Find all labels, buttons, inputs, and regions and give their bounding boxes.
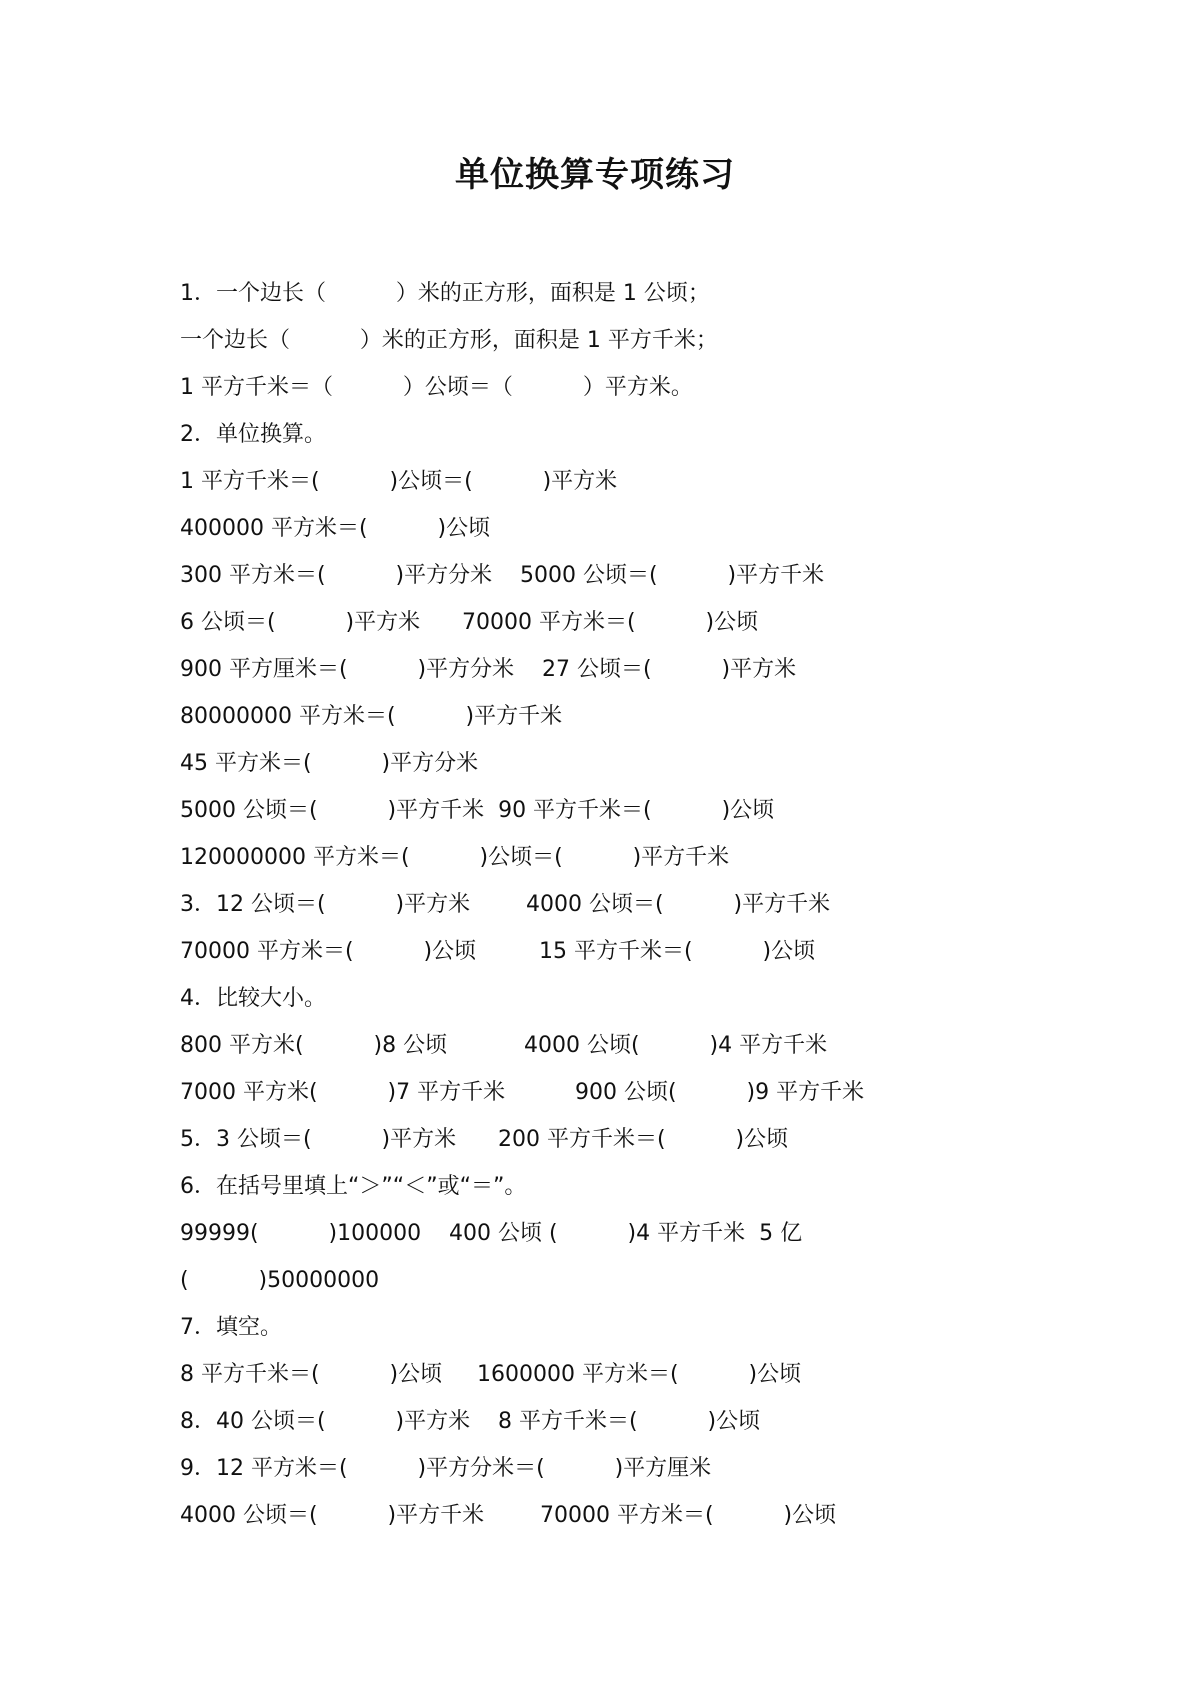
- exercise-line: 6 公顷＝( )平方米 70000 平方米＝( )公顷: [180, 610, 759, 635]
- exercise-line: 400000 平方米＝( )公顷: [180, 516, 491, 541]
- exercise-line: 5000 公顷＝( )平方千米 90 平方千米＝( )公顷: [180, 798, 775, 823]
- exercise-line: 3．12 公顷＝( )平方米 4000 公顷＝( )平方千米: [180, 892, 831, 917]
- exercise-line: 4．比较大小。: [180, 986, 326, 1011]
- exercise-line: 300 平方米＝( )平方分米 5000 公顷＝( )平方千米: [180, 563, 825, 588]
- exercise-list: [180, 270, 1080, 1539]
- exercise-line: 800 平方米( )8 公顷 4000 公顷( )4 平方千米: [180, 1033, 828, 1058]
- exercise-line: 70000 平方米＝( )公顷 15 平方千米＝( )公顷: [180, 939, 816, 964]
- exercise-line: 4000 公顷＝( )平方千米 70000 平方米＝( )公顷: [180, 1503, 837, 1528]
- exercise-line: 6．在括号里填上“＞”“＜”或“＝”。: [180, 1174, 527, 1199]
- exercise-line: 8．40 公顷＝( )平方米 8 平方千米＝( )公顷: [180, 1409, 761, 1434]
- exercise-line: 9．12 平方米＝( )平方分米＝( )平方厘米: [180, 1456, 712, 1481]
- exercise-line: 一个边长（ ）米的正方形，面积是 1 平方千米；: [180, 328, 718, 353]
- exercise-line: 900 平方厘米＝( )平方分米 27 公顷＝( )平方米: [180, 657, 797, 682]
- exercise-line: 1 平方千米＝( )公顷＝( )平方米: [180, 469, 618, 494]
- exercise-line: 1．一个边长（ ）米的正方形，面积是 1 公顷；: [180, 281, 710, 306]
- exercise-line: 7．填空。: [180, 1315, 282, 1340]
- exercise-line: 5．3 公顷＝( )平方米 200 平方千米＝( )公顷: [180, 1127, 789, 1152]
- exercise-line: ( )50000000: [180, 1268, 380, 1293]
- exercise-line: 8 平方千米＝( )公顷 1600000 平方米＝( )公顷: [180, 1362, 802, 1387]
- exercise-line: 7000 平方米( )7 平方千米 900 公顷( )9 平方千米: [180, 1080, 865, 1105]
- exercise-line: 120000000 平方米＝( )公顷＝( )平方千米: [180, 845, 730, 870]
- exercise-line: 1 平方千米＝（ ）公顷＝（ ）平方米。: [180, 375, 693, 400]
- exercise-line: 2．单位换算。: [180, 422, 326, 447]
- exercise-line: 45 平方米＝( )平方分米: [180, 751, 479, 776]
- page-title: 单位换算专项练习: [455, 155, 735, 195]
- exercise-line: 80000000 平方米＝( )平方千米: [180, 704, 563, 729]
- exercise-line: 99999( )100000 400 公顷 ( )4 平方千米 5 亿: [180, 1221, 803, 1246]
